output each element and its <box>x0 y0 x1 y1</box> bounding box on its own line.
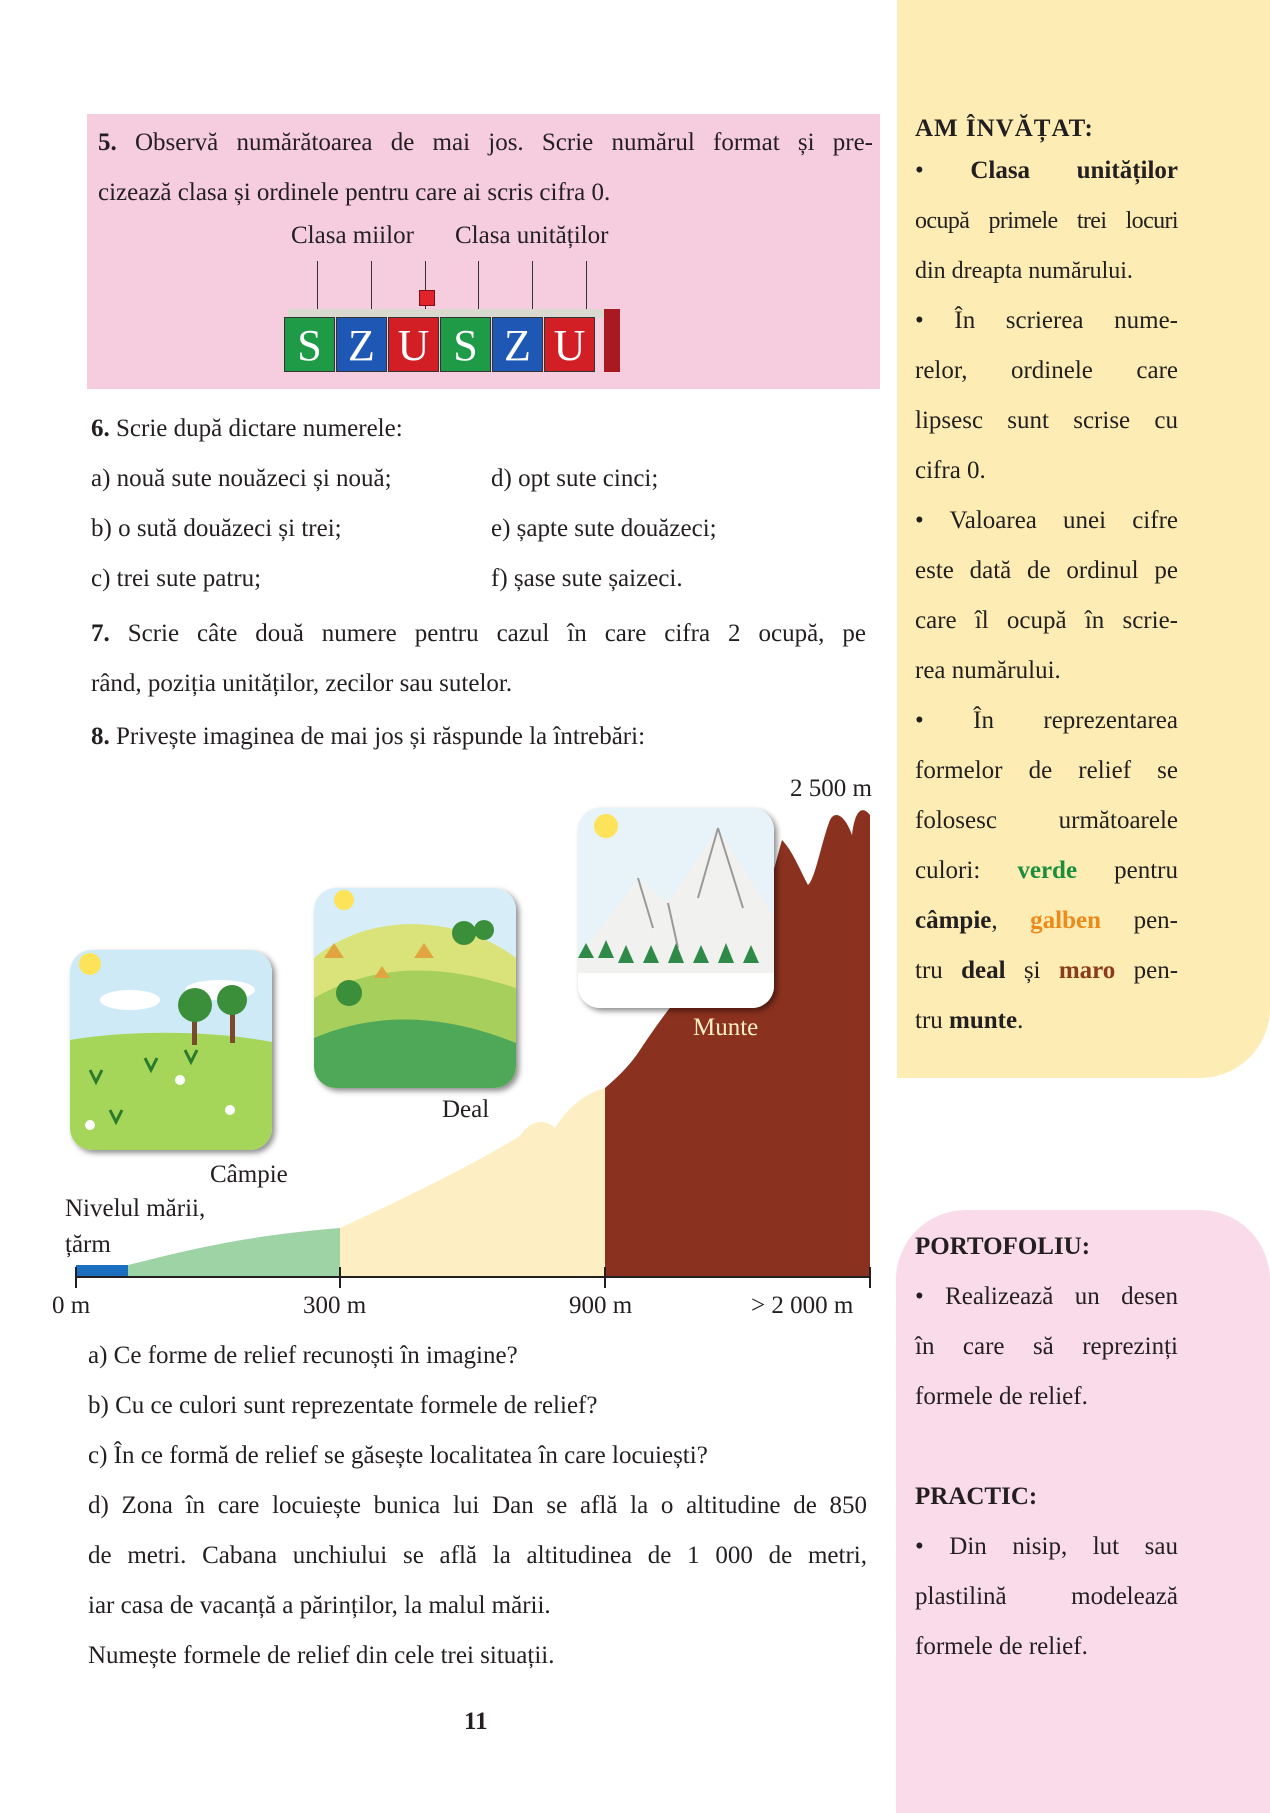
exercise-6-item-d: d) opt sute cinci; <box>491 465 659 492</box>
label-sea-level: Nivelul mării, <box>65 1195 206 1222</box>
blocks-side-face <box>604 309 620 372</box>
tick-line <box>532 261 533 311</box>
learned-b4-line3: folosesc următoarele <box>915 807 1178 834</box>
exercise-6-item-b: b) o sută douăzeci și trei; <box>91 515 342 542</box>
practic-line1: • Din nisip, lut sau <box>915 1533 1178 1560</box>
portfolio-line1: • Realizează un desen <box>915 1283 1178 1310</box>
exercise-6-item-f: f) șase sute șaizeci. <box>491 565 683 592</box>
exercise-7-line1: 7. Scrie câte două numere pentru cazul în care cifra 2 ocupă, pe <box>91 620 866 647</box>
practic-title: PRACTIC: <box>915 1483 1038 1510</box>
plain-area <box>128 1228 340 1276</box>
learned-b4-line2: formelor de relief se <box>915 757 1178 784</box>
learned-b3-line1: • Valoarea unei cifre <box>915 507 1178 534</box>
label-hill: Deal <box>442 1096 490 1123</box>
tick-line <box>317 261 318 311</box>
page-number: 11 <box>464 1708 488 1735</box>
learned-b2-line2: relor, ordinele care <box>915 357 1178 384</box>
counter-bead <box>419 290 435 306</box>
tick-line <box>586 261 587 311</box>
learned-b4-line4: culori: verde pentru <box>915 857 1178 884</box>
plain-illustration <box>70 950 272 1150</box>
exercise-7-line2: rând, poziția unităților, zecilor sau sutelor. <box>91 670 513 697</box>
exercise-8-prompt: 8. Privește imaginea de mai jos și răspunde la întrebări: <box>91 723 646 750</box>
exercise-6-prompt: 6. Scrie după dictare numerele: <box>91 415 403 442</box>
axis-label-0m: 0 m <box>52 1292 91 1319</box>
axis-label-900m: 900 m <box>569 1292 633 1319</box>
block-s-thousands: S <box>284 317 335 372</box>
learned-b1-line2: ocupă primele trei locuri <box>915 208 1178 234</box>
tick-line <box>371 261 372 311</box>
label-2500m: 2 500 m <box>790 775 872 802</box>
learned-b1-line3: din dreapta numărului. <box>915 258 1133 284</box>
learned-b3-line3: care îl ocupă în scrie- <box>915 607 1178 634</box>
hill-illustration <box>314 888 516 1088</box>
tick-line <box>478 261 479 311</box>
learned-b3-line2: este dată de ordinul pe <box>915 557 1178 584</box>
label-shore: țărm <box>65 1231 111 1258</box>
label-class-thousands: Clasa miilor <box>291 222 414 249</box>
label-plain: Câmpie <box>210 1161 288 1188</box>
label-mountain: Munte <box>693 1014 759 1041</box>
block-z-units: Z <box>492 317 543 372</box>
exercise-5-line2: cizează clasa și ordinele pentru care ai scris cifra 0. <box>98 179 611 206</box>
block-z-thousands: Z <box>336 317 387 372</box>
exercise-6-item-a: a) nouă sute nouăzeci și nouă; <box>91 465 392 492</box>
question-b: b) Cu ce culori sunt reprezentate formele de relief? <box>88 1392 598 1419</box>
practic-line3: formele de relief. <box>915 1633 1088 1660</box>
portfolio-line2: în care să reprezinți <box>915 1333 1178 1360</box>
mountain-illustration <box>578 808 774 1008</box>
axis-label-300m: 300 m <box>303 1292 367 1319</box>
learned-b4-line1: • În reprezentarea <box>915 707 1178 734</box>
learned-b3-line4: rea numărului. <box>915 657 1061 684</box>
exercise-5-line1: 5. Observă numărătoarea de mai jos. Scrie numărul format și pre- <box>98 129 873 156</box>
question-d-line2: de metri. Cabana unchiului se află la altitudinea de 1 000 de metri, <box>88 1542 867 1569</box>
practic-line2: plastilină modelează <box>915 1583 1178 1610</box>
question-d-line4: Numește formele de relief din cele trei situații. <box>88 1642 555 1669</box>
exercise-6-item-c: c) trei sute patru; <box>91 565 262 592</box>
learned-b2-line3: lipsesc sunt scrise cu <box>915 407 1178 434</box>
question-c: c) În ce formă de relief se găsește localitatea în care locuiești? <box>88 1442 708 1469</box>
question-a: a) Ce forme de relief recunoști în imagine? <box>88 1342 518 1369</box>
question-d-line1: d) Zona în care locuiește bunica lui Dan se află la o altitudine de 850 <box>88 1492 867 1519</box>
learned-b4-line5: câmpie, galben pen- <box>915 907 1178 934</box>
learned-b2-line1: • În scrierea nume- <box>915 307 1178 334</box>
learned-b4-line7: tru munte. <box>915 1007 1024 1034</box>
axis-label-2000m: > 2 000 m <box>751 1292 854 1319</box>
label-class-units: Clasa unităților <box>455 222 609 249</box>
portfolio-line3: formele de relief. <box>915 1383 1088 1410</box>
question-d-line3: iar casa de vacanță a părinților, la malul mării. <box>88 1592 551 1619</box>
learned-b4-line6: tru deal și maro pen- <box>915 957 1179 984</box>
exercise-6-item-e: e) șapte sute douăzeci; <box>491 515 717 542</box>
block-u-units: U <box>544 317 595 372</box>
learned-title: AM ÎNVĂȚAT: <box>915 115 1094 142</box>
block-u-thousands: U <box>388 317 439 372</box>
learned-b2-line4: cifra 0. <box>915 457 986 484</box>
block-s-units: S <box>440 317 491 372</box>
learned-bullet-1: • Clasa unităților <box>915 157 1179 184</box>
portfolio-title: PORTOFOLIU: <box>915 1233 1091 1260</box>
